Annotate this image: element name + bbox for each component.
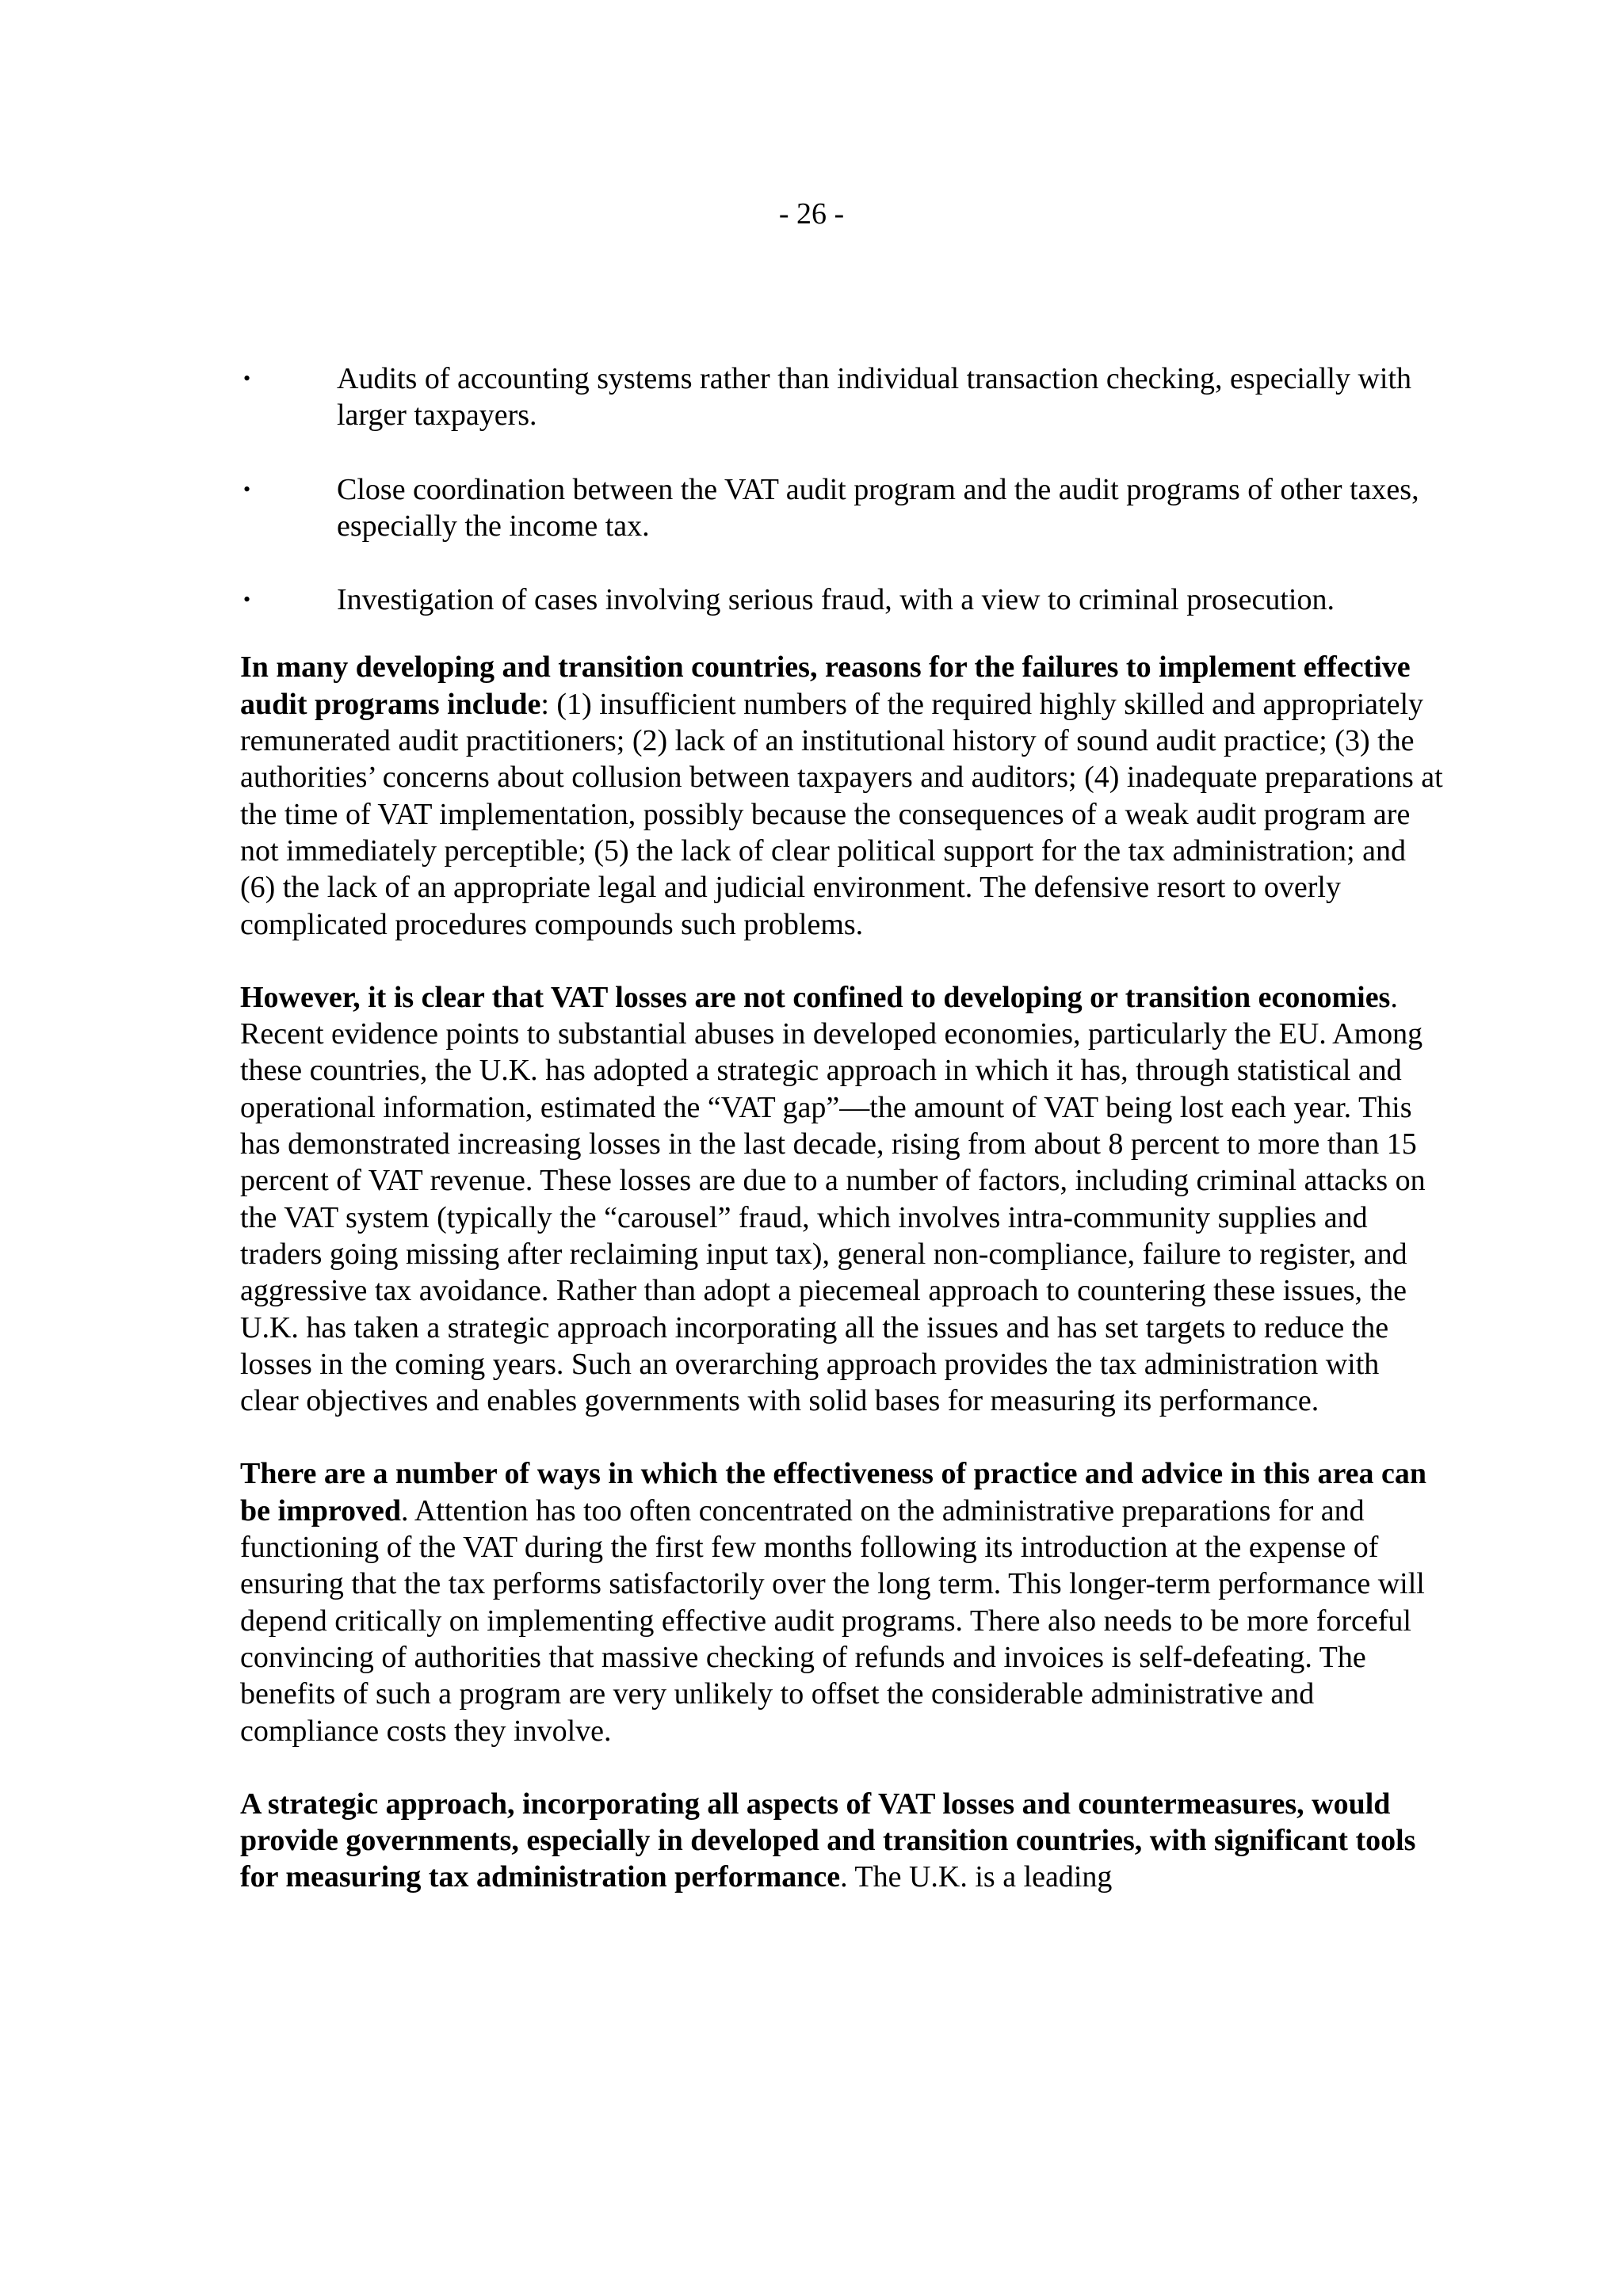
paragraph-lead: There are a number of ways in which the effectiveness of practice and advice in this area can be improved xyxy=(240,1457,1426,1527)
paragraph-body: . Attention has too often concentrated on the administrative preparations for and functioning of the VAT during the first few months following its introduction at the expense of ensuring that the tax performs satisfactorily over the long term. This longer-term performance will depend critically on implementing effective audit programs. There also needs to be more forceful convincing of authorities that massive checking of refunds and invoices is self-defeating. The benefits of such a program are very unlikely to offset the considerable administrative and compliance costs they involve. xyxy=(240,1493,1425,1748)
bullet-icon: • xyxy=(243,477,251,501)
bullet-list xyxy=(240,360,1445,618)
bullet-icon: • xyxy=(243,588,251,612)
bullet-text: Audits of accounting systems rather than individual transaction checking, especially with larger taxpayers. xyxy=(337,362,1412,433)
paragraph-strategic-approach xyxy=(240,1786,1445,1896)
paragraph-body: . The U.K. is a leading xyxy=(840,1860,1113,1894)
paragraph-body: : (1) insufficient numbers of the required highly skilled and appropriately remunerated audit practitioners; (2) lack of an institutional history of sound audit practice; (3) the authorities’ concerns about collusion between taxpayers and auditors; (4) inadequate preparations at the time of VAT implementation, possibly because the consequences of a weak audit program are not immediately perceptible; (5) the lack of clear political support for the tax administration; and (6) the lack of an appropriate legal and judicial environment. The defensive resort to overly complicated procedures compounds such problems. xyxy=(240,687,1443,941)
paragraph-effectiveness xyxy=(240,1455,1445,1749)
bullet-text: Investigation of cases involving serious fraud, with a view to criminal prosecution. xyxy=(337,583,1335,617)
paragraph-lead: However, it is clear that VAT losses are not confined to developing or transition economies xyxy=(240,980,1391,1014)
page-number: - 26 - xyxy=(778,197,845,231)
list-item xyxy=(240,582,1445,618)
list-item xyxy=(240,360,1445,434)
paragraph-lead: In many developing and transition countries, reasons for the failures to implement effective audit programs include xyxy=(240,650,1411,721)
paragraph-body: . Recent evidence points to substantial abuses in developed economies, particularly the EU. Among these countries, the U.K. has adopted a strategic approach in which it has, through statistical and operational information, estimated the “VAT gap”—the amount of VAT being lost each year. This has demonstrated increasing losses in the last decade, rising from about 8 percent to more than 15 percent of VAT revenue. These losses are due to a number of factors, including criminal attacks on the VAT system (typically the “carousel” fraud, which involves intra-community supplies and traders going missing after reclaiming input tax), general non-compliance, failure to register, and aggressive tax avoidance. Rather than adopt a piecemeal approach to countering these issues, the U.K. has taken a strategic approach incorporating all the issues and has set targets to reduce the losses in the coming years. Such an overarching approach provides the tax administration with clear objectives and enables governments with solid bases for measuring its performance. xyxy=(240,980,1426,1418)
paragraph-vat-losses xyxy=(240,979,1445,1420)
bullet-icon: • xyxy=(243,367,251,390)
paragraph-lead: A strategic approach, incorporating all aspects of VAT losses and countermeasures, would provide governments, especially in developed and transition countries, with significant tools for measuring tax administration performance xyxy=(240,1787,1416,1894)
list-item xyxy=(240,471,1445,545)
paragraph-audit-failures xyxy=(240,649,1445,942)
document-body xyxy=(240,360,1445,1932)
bullet-text: Close coordination between the VAT audit program and the audit programs of other taxes, especially the income tax. xyxy=(337,472,1419,543)
